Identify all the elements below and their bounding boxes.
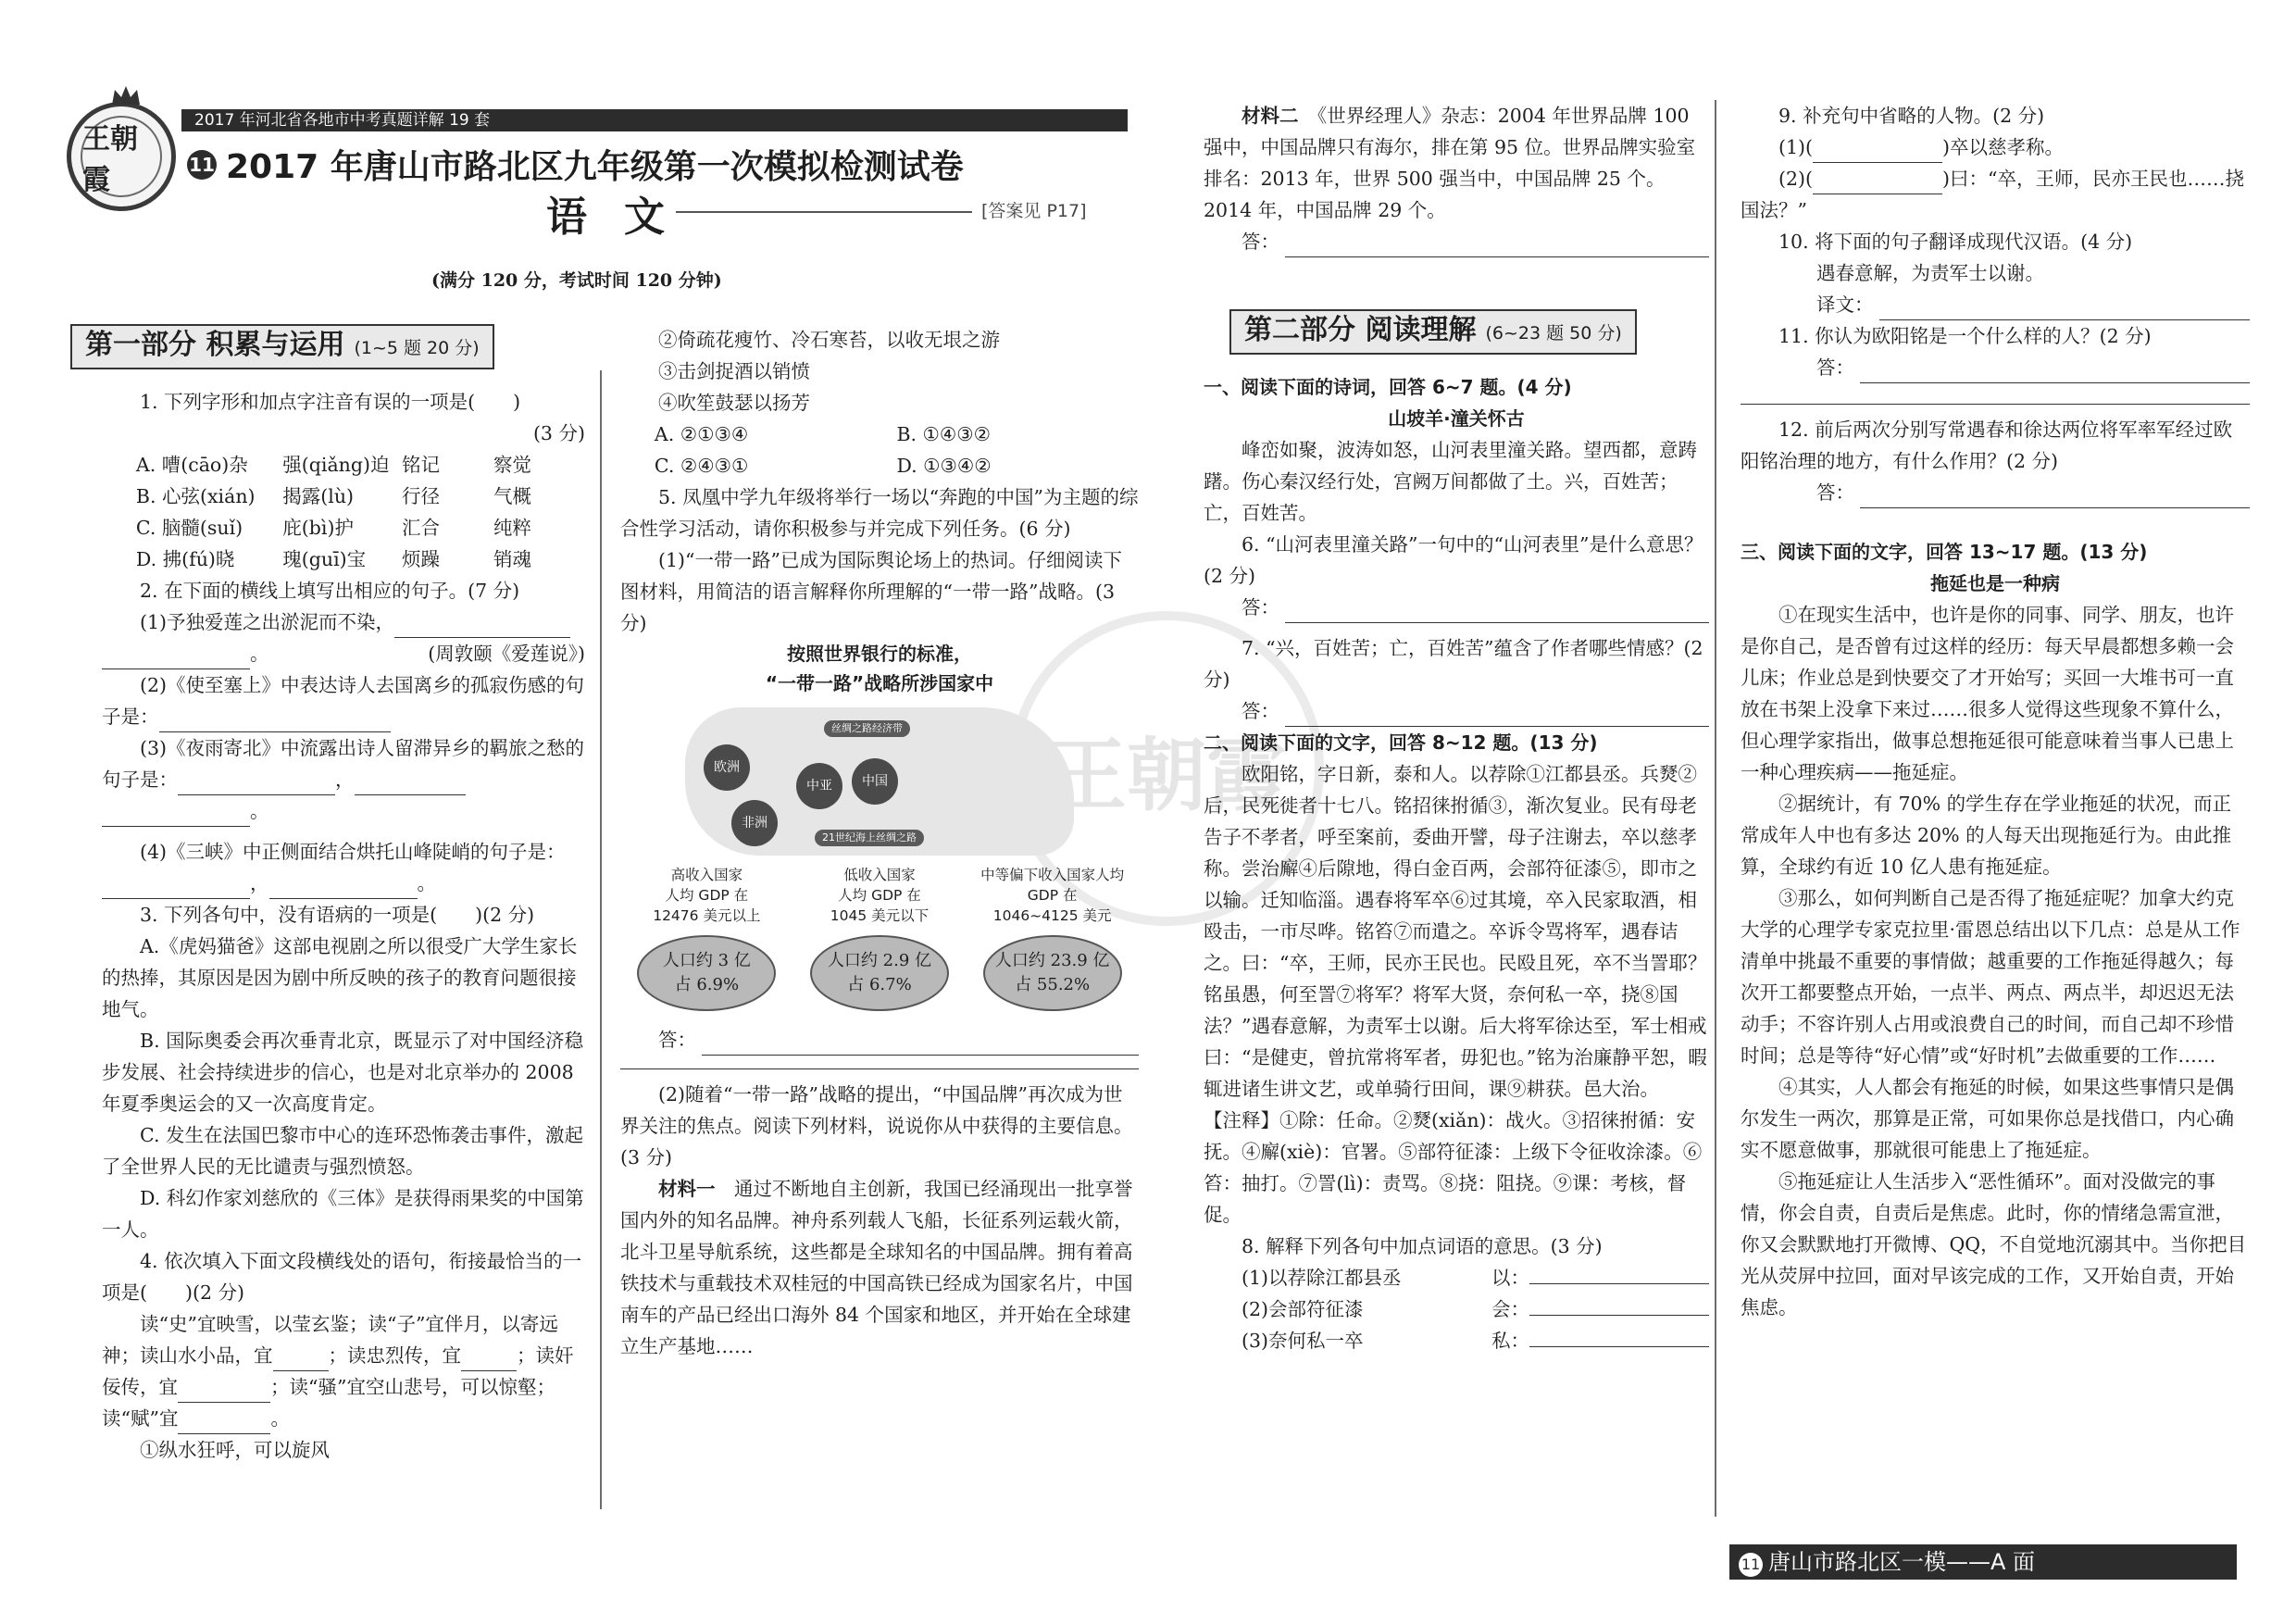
q3-option-c: C. 发生在法国巴黎市中心的连环恐怖袭击事件，激起了全世界人民的无比谴责与强烈愤怒。 [102,1124,583,1178]
q4-text: ；读“骚”宜空山悲号，可以惊壑；读“赋”宜 [102,1376,555,1430]
chart-title-2: “一带一路”战略所涉国家中 [765,672,994,694]
q10-answer [1741,289,2250,320]
answer-label: 译文： [1816,294,1874,316]
q3-option-b: B. 国际奥委会再次垂青北京，既显示了对中国经济稳步发展、社会持续进步的信心，也是对北京举办的 2008 年夏季奥运会的又一次高度肯定。 [102,1030,584,1115]
q1-stem: 1. 下列字形和加点字注音有误的一项是( ) [140,391,521,413]
q2-item: (3)《夜雨寄北》中流露出诗人留滞异乡的羁旅之愁的句子是： ， [102,732,585,795]
q8-stem: 8. 解释下列各句中加点词语的意思。(3 分) [1242,1235,1603,1257]
q2-text: (3)《夜雨寄北》中流露出诗人留滞异乡的羁旅之愁的句子是： [102,737,585,791]
population: 人口约 23.9 亿 [994,951,1110,970]
choice: D. ①③④② [896,455,992,477]
answer-blank[interactable] [1860,486,2250,508]
option-cell: 瑰(guī)宝 [282,548,367,570]
answer-blank[interactable] [1813,172,1942,194]
answer-blank[interactable] [1529,1293,1709,1316]
q8-item [1204,1325,1709,1356]
material-1 [620,1173,1139,1362]
column-2 [620,324,1139,1362]
q5-2-answer [1204,226,1709,257]
q2-item [102,638,585,669]
column-3 [1204,100,1709,1356]
rule [620,1068,1139,1069]
poem-text: 峰峦如聚，波涛如怒，山河表里潼关路。望西都，意踌躇。伤心秦汉经行处，宫阙万间都做了土。兴，百姓苦；亡，百姓苦。 [1204,439,1697,524]
q8-item [1204,1262,1709,1293]
gdp-line: 12476 美元以上 [653,907,761,924]
gdp-line: 高收入国家 [670,867,743,883]
q4-option-3: ③击剑捉酒以销愤 [658,360,810,382]
option-cell: B. 心弦(xián) [135,485,256,507]
score-note: (满分 120 分，考试时间 120 分钟) [431,270,722,291]
crown-icon [110,84,142,106]
q4-text: ；读奸佞传，宜 [102,1344,574,1398]
q4-option-2: ②倚疏花瘦竹、冷石寒苔，以收无垠之游 [658,329,1000,351]
part2-title: 第二部分 阅读理解 [1244,314,1477,346]
choice: C. ②④③① [654,455,749,477]
brand-logo [67,102,176,211]
option-cell: A. 嘈(cāo)杂 [135,454,248,476]
answer-blank[interactable] [355,773,466,795]
q3-option-a: A.《虎妈猫爸》这部电视剧之所以很受广大学生家长的热捧，其原因是因为剧中所反映的孩子的教育问题很接地气。 [102,935,578,1020]
subject-title: 语文 [546,194,702,241]
q9-item [1741,163,2250,226]
choice: B. ①④③② [896,423,992,445]
q9-stem: 9. 补充句中省略的人物。(2 分) [1778,105,2045,127]
gdp-line: 中等偏下收入国家人均 GDP 在 [980,867,1125,904]
subject-rule [676,211,972,213]
answer-reference: [答案见 P17] [981,201,1087,221]
q7-answer [1204,695,1709,727]
series-strip: 2017 年河北省各地市中考真题详解 19 套 [181,109,1128,131]
map-label-africa: 非洲 [731,800,778,846]
classical-text: 欧阳铭，字日新，泰和人。以荐除①江都县丞。兵燹②后，民死徙者十七八。铭招徕拊循③，渐次复业。民有母老告子不孝者，呼至案前，委曲开譬，母子注谢去，卒以慈孝称。尝治廨④后隙地，得白金百两，会部符征漆⑤，即市之以输。迁知临淄。遇春将军卒⑥过其境，卒入民家取酒，相殴击，一市尽哗。铭笞⑦而遣之。卒诉令骂将军，遇春诘之。曰：“卒，王师，民亦王民也。民殴且死，卒不当詈耶？铭虽愚，何至詈⑦将军？将军大贤，奈何私一卒，挠⑧国法？”遇春意解，为责军士以谢。后大将军徐达至，军士相戒曰：“是健吏，曾抗常将军者，毋犯也。”铭为治廉静平恕，暇辄进诸生讲文艺，或单骑行田间，课⑨耕获。邑大治。 [1204,763,1707,1100]
q1-option-c [102,512,585,544]
option-cell: 行径 [401,485,440,507]
gdp-line: 低收入国家 [843,867,916,883]
map-label-china: 中国 [852,758,898,805]
essay-paragraph: ③那么，如何判断自己是否得了拖延症呢？加拿大约克大学的心理学专家克拉里·雷恩总结出以下几点：总是从工作清单中挑最不重要的事情做；越重要的工作拖延得越久；每次开工都要整点开始，一点半、两点、两点半，却迟迟无法动手；不容许别人占用或浪费自己的时间，而自己却不珍惜时间；总是等待“好心情”或“好时机”去做重要的工作…… [1741,887,2240,1067]
material-label: 材料一 [658,1178,716,1200]
share: 占 55.2% [1015,975,1091,994]
rule [1741,404,2250,405]
exam-title [187,141,964,188]
part1-range: (1~5 题 20 分) [354,338,480,358]
q6-answer [1204,592,1709,623]
q10-sentence: 遇春意解，为责军士以谢。 [1816,262,2044,284]
option-cell: D. 拂(fú)晓 [135,548,235,570]
population-ellipses [620,935,1139,1011]
q11-stem: 11. 你认为欧阳铭是一个什么样的人？(2 分) [1778,325,2152,347]
map-band-silk-road: 丝绸之路经济带 [824,720,910,737]
option-cell: 销魂 [493,548,531,570]
answer-blank[interactable] [102,805,250,827]
column-4 [1741,100,2250,1323]
q9-item [1741,131,2250,163]
q2-text: 。 [250,643,269,665]
answer-blank[interactable] [461,1349,517,1371]
q5-sub2: (2)随着“一带一路”战略的提出，“中国品牌”再次成为世界关注的焦点。阅读下列材料，说说你从中获得的主要信息。(3 分) [620,1083,1133,1168]
gdp-line: 1045 美元以下 [830,907,930,924]
gdp-line: 人均 GDP 在 [665,887,749,904]
answer-label: 答： [1242,596,1279,619]
q2-item [102,669,585,732]
material-text: 《世界经理人》杂志：2004 年世界品牌 100 强中，中国品牌只有海尔，排在第 95 位。世界品牌实验室排名：2013 年，世界 500 强当中，中国品牌 25 个。2014 年，中国品牌 29 个。 [1204,105,1696,221]
answer-label: 答： [1242,700,1279,722]
answer-label: 答： [1816,481,1854,504]
option-cell: 庇(bì)护 [282,517,354,539]
q4-text: 读“史”宜映雪，以莹玄鉴；读“子”宜伴月，以寄远神；读山水小品，宜 [102,1313,558,1367]
q8-sentence: (2)会部符征漆 [1242,1298,1364,1320]
q2-text: (2)《使至塞上》中表达诗人去国离乡的孤寂伤感的句子是： [102,674,585,728]
answer-blank[interactable] [702,1033,1139,1056]
q8-word: 以： [1491,1267,1529,1289]
essay-paragraph: ②据统计，有 70% 的学生存在学业拖延的状况，而正常成年人中也有多达 20% 的人每天出现拖延行为。由此推算，全球约有近 10 亿人患有拖延症。 [1741,793,2232,878]
answer-blank[interactable] [1285,705,1709,727]
option-cell: 汇合 [401,517,440,539]
share: 占 6.9% [674,975,740,994]
q2-item [102,606,585,638]
q4-stem: 4. 依次填入下面文段横线处的语句，衔接最恰当的一项是( )(2 分) [102,1250,582,1304]
part1-title: 第一部分 积累与运用 [85,329,345,361]
part2-range: (6~23 题 50 分) [1485,323,1622,344]
material-text: 通过不断地自主创新，我国已经涌现出一批享誉国内外的知名品牌。神舟系列载人飞船，长征系列运载火箭，北斗卫星导航系统，这些都是全球知名的中国品牌。拥有着高铁技术与重载技术双桂冠的中国高铁已经成为国家名片，中国南车的产品已经出口海外 84 个国家和地区，并开始在全球建立生产基地…… [620,1178,1133,1357]
answer-blank[interactable] [269,877,418,899]
page-footer [1729,1544,2237,1580]
belt-road-map [685,707,1074,856]
answer-label: 答： [1242,231,1279,253]
answer-blank[interactable] [1285,601,1709,623]
answer-label: 答： [1816,356,1854,379]
q4-choices [620,419,1139,481]
answer-blank[interactable] [178,1381,270,1403]
q8-word: 私： [1491,1330,1529,1352]
watermark-text: 王朝霞 [1047,729,1286,822]
gdp-group [966,865,1139,926]
essay-paragraph: ⑤拖延症让人生活步入“恶性循环”。面对没做完的事情，你会自责，自责后是焦虑。此时，你的情绪急需宣泄，你又会默默地打开微博、QQ，不自觉地沉溺其中。当你把目光从荧屏中拉回，面对早该完成的工作，又开始自责，开始焦虑。 [1741,1170,2247,1318]
q8-sentence: (3)奈何私一卒 [1242,1330,1364,1352]
q9-text: (1)( [1778,136,1814,158]
q7-stem: 7. “兴，百姓苦；亡，百姓苦”蕴含了作者哪些情感？(2 分) [1204,637,1703,691]
answer-blank[interactable] [1879,298,2251,320]
answer-blank[interactable] [273,1349,329,1371]
answer-blank[interactable] [102,877,250,899]
option-cell: C. 脑髓(suǐ) [135,517,243,539]
q2-source: (周敦颐《爱莲说》) [428,643,585,665]
q2-text: 。 [250,800,269,822]
option-cell: 揭露(lù) [282,485,355,507]
section1-heading: 一、阅读下面的诗词，回答 6~7 题。(4 分) [1204,376,1572,398]
gdp-line: 1046~4125 美元 [992,907,1112,924]
q2-text: 。 [417,872,436,894]
q2-stem: 2. 在下面的横线上填写出相应的句子。(7 分) [140,580,520,602]
gdp-line: 人均 GDP 在 [838,887,921,904]
answer-blank[interactable] [1529,1325,1709,1347]
q1-option-b [102,481,585,512]
essay-paragraph: ④其实，人人都会有拖延的时候，如果这些事情只是偶尔发生一两次，那算是正常，可如果你总是找借口，内心确实不愿意做事，那就很可能患上了拖延症。 [1741,1076,2234,1161]
answer-blank[interactable] [159,710,391,732]
option-cell: 铭记 [401,454,440,476]
q6-stem: 6. “山河表里潼关路”一句中的“山河表里”是什么意思？(2 分) [1204,533,1703,587]
q1-option-a [102,449,585,481]
option-cell: 气概 [493,485,531,507]
q5-stem: 5. 凤凰中学九年级将举行一场以“奔跑的中国”为主题的综合性学习活动，请你积极参与并完成下列任务。(6 分) [620,486,1139,540]
gdp-groups [620,865,1139,926]
q12-stem: 12. 前后两次分别写常遇春和徐达两位将军率军经过欧阳铭治理的地方，有什么作用？(2 分) [1741,419,2233,472]
part2-heading [1229,309,1637,355]
q2-text: (4)《三峡》中正侧面结合烘托山峰陡峭的句子是： [140,841,566,863]
notes: 【注释】①除：任命。②燹(xiǎn)：战火。③招徕拊循：安抚。④廨(xiè)：官署。⑤部符征漆：上级下令征收涂漆。⑥笞：抽打。⑦詈(lì)：责骂。⑧挠：阻挠。⑨课：考核，督促。 [1204,1109,1703,1226]
option-cell: 纯粹 [493,517,531,539]
answer-blank[interactable] [178,773,335,795]
q2-text: (1)予独爱莲之出淤泥而不染， [140,611,395,633]
gdp-group [620,865,793,926]
q12-answer [1741,477,2250,508]
answer-blank[interactable] [1285,235,1709,257]
q11-answer [1741,352,2250,383]
footer-number-badge: 11 [1739,1553,1763,1577]
map-band-maritime: 21世纪海上丝绸之路 [815,830,924,846]
material-label: 材料二 [1242,105,1299,127]
q2-item [102,795,585,827]
gdp-group [793,865,967,926]
population: 人口约 3 亿 [662,951,751,970]
answer-blank[interactable] [102,647,250,669]
q8-item [1204,1293,1709,1325]
q4-option-4: ④吹笙鼓瑟以扬芳 [658,392,810,414]
essay-paragraph: ①在现实生活中，也许是你的同事、同学、朋友，也许是你自己，是否曾有过这样的经历：每天早晨都想多赖一会儿床；作业总是到快要交了才开始写；买回一大堆书可一直放在书架上没拿下来过……很多人觉得这些现象不算什么，但心理学家指出，做事总想拖延很可能意味着当事人已患上一种心理疾病——拖延症。 [1741,604,2234,783]
q4-text: 。 [270,1407,290,1430]
q8-word: 会： [1491,1298,1529,1320]
share: 占 6.7% [847,975,912,994]
q1-option-d [102,544,585,575]
population-ellipse [810,935,949,1011]
essay-title: 拖延也是一种病 [1930,572,2060,594]
q1-score: (3 分) [532,422,585,444]
answer-blank[interactable] [1860,361,2250,383]
material-2 [1204,100,1709,226]
q5-1-answer [620,1024,1139,1056]
option-cell: 强(qiǎng)迫 [282,454,390,476]
q9-text: )曰：“卒，王师，民亦王民也……挠国法？” [1741,168,2245,221]
column-divider [1715,100,1716,1517]
population: 人口约 2.9 亿 [827,951,932,970]
q5-sub1: (1)“一带一路”已成为国际舆论场上的热词。仔细阅读下图材料，用简洁的语言解释你所理解的“一带一路”战略。(3 分) [620,549,1122,634]
option-cell: 察觉 [493,454,531,476]
choice: A. ②①③④ [654,423,749,445]
brand-logo-text: 王朝霞 [81,116,162,197]
column-divider [600,370,602,1509]
q9-text: )卒以慈孝称。 [1942,136,2065,158]
answer-blank[interactable] [394,616,570,638]
q4-text: ；读忠烈传，宜 [328,1344,461,1367]
section3-heading: 三、阅读下面的文字，回答 13~17 题。(13 分) [1741,541,2148,563]
q9-text: (2)( [1778,168,1814,190]
chart-title-1: 按照世界银行的标准， [787,643,972,665]
map-label-central-asia: 中亚 [796,763,842,809]
option-cell: 烦躁 [401,548,440,570]
poem-title: 山坡羊·潼关怀古 [1388,407,1525,430]
part1-heading [70,324,494,369]
footer-text: 唐山市路北区一模——A 面 [1768,1549,2036,1575]
section2-heading: 二、阅读下面的文字，回答 8~12 题。(13 分) [1204,731,1598,754]
column-1 [85,324,585,1466]
q8-sentence: (1)以荐除江都县丞 [1242,1267,1402,1289]
exam-title-text: 2017 年唐山市路北区九年级第一次模拟检测试卷 [226,148,964,186]
population-ellipse [983,935,1122,1011]
q4-option-1: ①纵水狂呼，可以旋风 [140,1439,330,1461]
q3-stem: 3. 下列各句中，没有语病的一项是( )(2 分) [140,904,535,926]
q4-passage [102,1308,585,1434]
population-ellipse [637,935,776,1011]
q10-stem: 10. 将下面的句子翻译成现代汉语。(4 分) [1778,231,2133,253]
answer-blank[interactable] [1813,141,1942,163]
answer-blank[interactable] [1529,1262,1709,1284]
q3-option-d: D. 科幻作家刘慈欣的《三体》是获得雨果奖的中国第一人。 [102,1187,584,1241]
answer-label: 答： [658,1029,696,1051]
paper-number-badge: 11 [187,150,217,180]
map-label-europe: 欧洲 [704,744,750,791]
answer-blank[interactable] [178,1412,270,1434]
q2-item: (4)《三峡》中正侧面结合烘托山峰陡峭的句子是：， 。 [102,836,585,899]
